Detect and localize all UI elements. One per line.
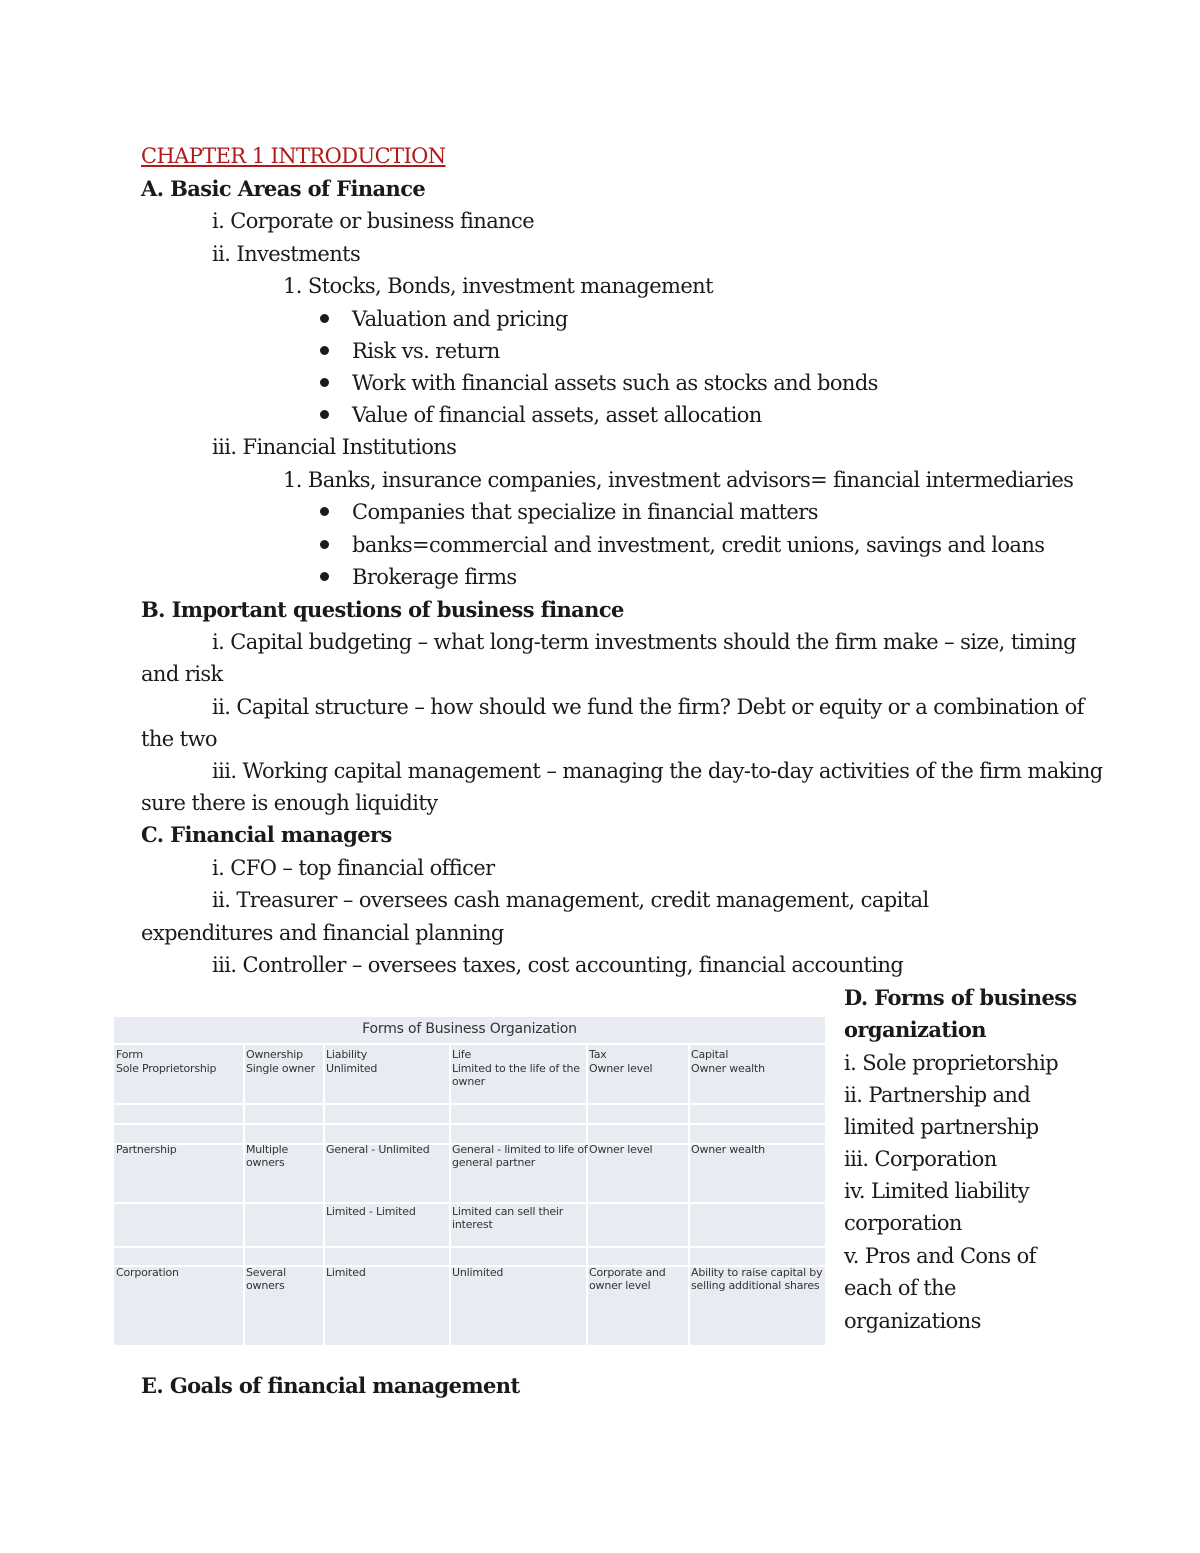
table-cell: Owner wealth: [691, 1143, 765, 1156]
table-cell: Single owner: [246, 1062, 315, 1075]
table-cell: Corporate and owner level: [589, 1266, 666, 1292]
section-b-item-i-cont: and risk: [141, 662, 223, 686]
section-b-item-iii-cont: sure there is enough liquidity: [141, 791, 438, 815]
list-item: Valuation and pricing: [352, 307, 568, 331]
table-cell: Limited: [326, 1266, 366, 1279]
section-b-item-i: i. Capital budgeting – what long-term investments should the firm make – size, timing: [212, 630, 1076, 654]
section-c-item-i: i. CFO – top financial officer: [212, 856, 495, 880]
table-cell: Owner level: [589, 1143, 653, 1156]
bullet-icon: [320, 314, 329, 323]
bullet-icon: [320, 378, 329, 387]
table-divider: [586, 1044, 588, 1345]
table-cell: Limited - Limited: [326, 1205, 416, 1218]
table-cell: Unlimited: [452, 1266, 504, 1279]
list-item: Companies that specialize in financial matters: [352, 500, 818, 524]
section-d-line: i. Sole proprietorship: [844, 1051, 1059, 1075]
section-b-item-ii-cont: the two: [141, 727, 217, 751]
bullet-icon: [320, 346, 329, 355]
section-d-line: corporation: [844, 1211, 962, 1235]
table-divider: [114, 1202, 825, 1204]
list-item: Value of financial assets, asset allocation: [352, 403, 762, 427]
table-header-tax: Tax: [589, 1048, 607, 1061]
table-divider: [114, 1043, 825, 1045]
section-a-item-iii: iii. Financial Institutions: [212, 435, 457, 459]
table-cell: Owner level: [589, 1062, 653, 1075]
section-a-item-ii-1: 1. Stocks, Bonds, investment management: [283, 274, 713, 298]
section-d-line: ii. Partnership and: [844, 1083, 1031, 1107]
table-cell: Ability to raise capital by selling additional shares: [691, 1266, 823, 1292]
section-b-item-iii: iii. Working capital management – managing the day-to-day activities of the firm making: [212, 759, 1103, 783]
table-cell: Corporation: [116, 1266, 179, 1279]
table-header-liability: Liability: [326, 1048, 368, 1061]
section-c-item-iii: iii. Controller – oversees taxes, cost accounting, financial accounting: [212, 953, 904, 977]
table-divider: [323, 1044, 325, 1345]
list-item: Work with financial assets such as stocks and bonds: [352, 371, 878, 395]
table-title: Forms of Business Organization: [362, 1021, 577, 1037]
table-divider: [114, 1103, 825, 1105]
table-header-form: Form: [116, 1048, 143, 1061]
section-c-item-ii-cont: expenditures and financial planning: [141, 921, 504, 945]
table-cell: General - Unlimited: [326, 1143, 430, 1156]
table-header-capital: Capital: [691, 1048, 729, 1061]
table-cell: Partnership: [116, 1143, 177, 1156]
table-cell: Limited to the life of the owner: [452, 1062, 580, 1088]
table-cell: Unlimited: [326, 1062, 378, 1075]
bullet-icon: [320, 507, 329, 516]
section-a-item-ii: ii. Investments: [212, 242, 361, 266]
section-c-item-ii: ii. Treasurer – oversees cash management, credit management, capital: [212, 888, 929, 912]
list-item: Risk vs. return: [352, 339, 500, 363]
section-b-item-ii: ii. Capital structure – how should we fund the firm? Debt or equity or a combination of: [212, 695, 1084, 719]
section-d-line: organizations: [844, 1309, 981, 1333]
section-a-heading: A. Basic Areas of Finance: [141, 176, 426, 201]
table-divider: [114, 1123, 825, 1125]
section-c-heading: C. Financial managers: [141, 822, 392, 847]
list-item: Brokerage firms: [352, 565, 517, 589]
bullet-icon: [320, 572, 329, 581]
section-d-line: v. Pros and Cons of: [844, 1244, 1036, 1268]
table-divider: [114, 1246, 825, 1248]
table-cell: Owner wealth: [691, 1062, 765, 1075]
table-divider: [688, 1044, 690, 1345]
bullet-icon: [320, 540, 329, 549]
table-cell: Several owners: [246, 1266, 286, 1292]
table-header-ownership: Ownership: [246, 1048, 303, 1061]
table-cell: Limited can sell their interest: [452, 1205, 564, 1231]
section-a-item-i: i. Corporate or business finance: [212, 209, 535, 233]
section-d-line: limited partnership: [844, 1115, 1039, 1139]
table-divider: [449, 1044, 451, 1345]
section-e-heading: E. Goals of financial management: [141, 1373, 520, 1398]
table-cell: Sole Proprietorship: [116, 1062, 217, 1075]
list-item: banks=commercial and investment, credit unions, savings and loans: [352, 533, 1045, 557]
section-d-heading-cont: organization: [844, 1017, 986, 1042]
section-a-item-iii-1: 1. Banks, insurance companies, investment advisors= financial intermediaries: [283, 468, 1074, 492]
table-cell: Multiple owners: [246, 1143, 289, 1169]
section-d-line: each of the: [844, 1276, 956, 1300]
forms-of-business-table: [114, 1017, 825, 1345]
table-divider: [243, 1044, 245, 1345]
chapter-title: CHAPTER 1 INTRODUCTION: [141, 144, 446, 168]
section-d-line: iv. Limited liability: [844, 1179, 1029, 1203]
table-cell: General - limited to life of general partner: [452, 1143, 588, 1169]
bullet-icon: [320, 410, 329, 419]
section-b-heading: B. Important questions of business finance: [141, 597, 624, 622]
section-d-heading: D. Forms of business: [844, 985, 1077, 1010]
table-header-life: Life: [452, 1048, 472, 1061]
section-d-line: iii. Corporation: [844, 1147, 997, 1171]
